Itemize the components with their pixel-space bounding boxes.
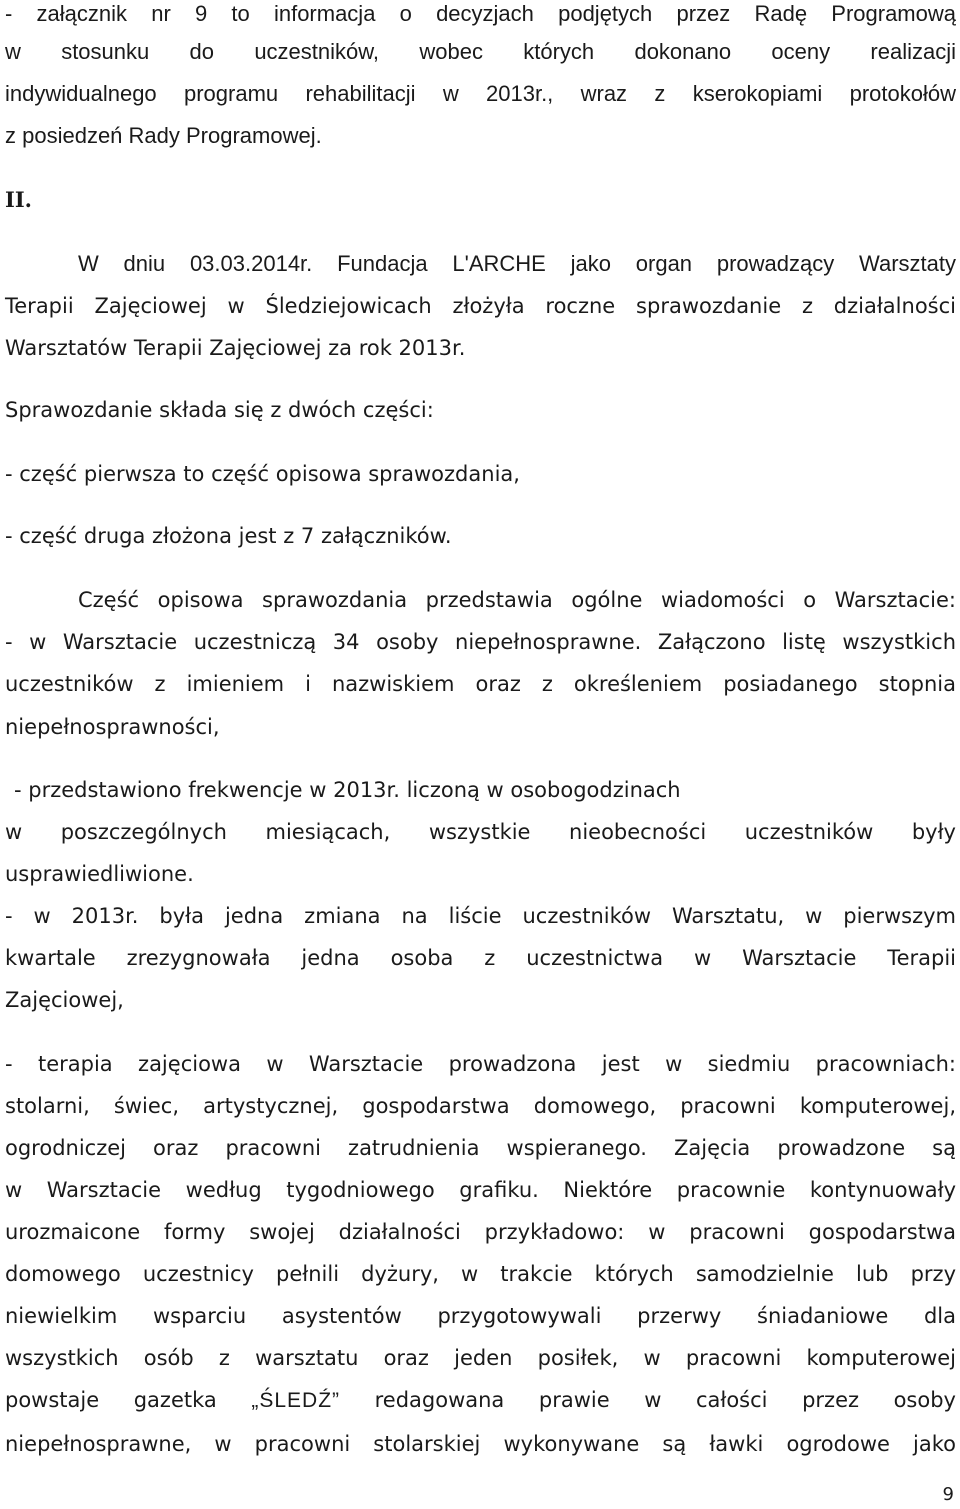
text-line: niepełnosprawności, bbox=[5, 715, 220, 739]
text-line: Część opisowa sprawozdania przedstawia ogólne wiadomości o Warsztacie: bbox=[78, 588, 956, 612]
text-line: niepełnosprawne, w pracowni stolarskiej wykonywane są ławki ogrodowe jako bbox=[5, 1432, 956, 1456]
list-item: - część druga złożona jest z 7 załączników. bbox=[5, 524, 452, 548]
text-line: Zajęciowej, bbox=[5, 988, 124, 1012]
newspaper-name: „ŚLEDŹ” bbox=[251, 1389, 341, 1412]
text-line: urozmaicone formy swojej działalności przykładowo: w pracowni gospodarstwa bbox=[5, 1220, 956, 1244]
text-line: uczestników z imieniem i nazwiskiem oraz z określeniem posiadanego stopnia bbox=[5, 672, 956, 696]
text-line: indywidualnego programu rehabilitacji w 2013r., wraz z kserokopiami protokołów bbox=[5, 81, 956, 106]
text-line: Warsztatów Terapii Zajęciowej za rok 2013r. bbox=[5, 336, 466, 360]
text-line: - załącznik nr 9 to informacja o decyzjach podjętych przez Radę Programową bbox=[5, 1, 956, 26]
text-segment: redagowana prawie w całości przez osoby bbox=[374, 1388, 956, 1412]
text-line: domowego uczestnicy pełnili dyżury, w trakcie których samodzielnie lub przy bbox=[5, 1262, 956, 1286]
text-line: Terapii Zajęciowej w Śledziejowicach złożyła roczne sprawozdanie z działalności bbox=[5, 294, 956, 318]
text-line: w poszczególnych miesiącach, wszystkie nieobecności uczestników były bbox=[5, 820, 956, 844]
list-item: - terapia zajęciowa w Warsztacie prowadzona jest w siedmiu pracowniach: bbox=[5, 1052, 956, 1076]
text-line: wszystkich osób z warsztatu oraz jeden posiłek, w pracowni komputerowej bbox=[5, 1346, 956, 1370]
text-line: W dniu 03.03.2014r. Fundacja L'ARCHE jako organ prowadzący Warsztaty bbox=[78, 251, 956, 276]
text-line: niewielkim wsparciu asystentów przygotowywali przerwy śniadaniowe dla bbox=[5, 1304, 956, 1328]
list-item: - przedstawiono frekwencje w 2013r. liczoną w osobogodzinach bbox=[14, 778, 681, 802]
text-line: z posiedzeń Rady Programowej. bbox=[5, 123, 322, 148]
text-segment: powstaje gazetka bbox=[5, 1388, 217, 1412]
text-line bbox=[5, 1386, 956, 1415]
text-line: kwartale zrezygnowała jedna osoba z uczestnictwa w Warsztacie Terapii bbox=[5, 946, 956, 970]
text-line: usprawiedliwione. bbox=[5, 862, 194, 886]
text-line: Sprawozdanie składa się z dwóch części: bbox=[5, 398, 434, 422]
text-line: stolarni, świec, artystycznej, gospodarstwa domowego, pracowni komputerowej, bbox=[5, 1094, 956, 1118]
text-line: - w Warsztacie uczestniczą 34 osoby niepełnosprawne. Załączono listę wszystkich bbox=[5, 630, 956, 654]
page-number: 9 bbox=[942, 1484, 954, 1505]
list-item: - część pierwsza to część opisowa sprawozdania, bbox=[5, 462, 520, 486]
text-line: w stosunku do uczestników, wobec których dokonano oceny realizacji bbox=[5, 39, 956, 64]
list-item: - w 2013r. była jedna zmiana na liście uczestników Warsztatu, w pierwszym bbox=[5, 904, 956, 928]
text-line: ogrodniczej oraz pracowni zatrudnienia wspieranego. Zajęcia prowadzone są bbox=[5, 1136, 956, 1160]
section-heading: II. bbox=[5, 187, 32, 212]
text-line: w Warsztacie według tygodniowego grafiku. Niektóre pracownie kontynuowały bbox=[5, 1178, 956, 1202]
